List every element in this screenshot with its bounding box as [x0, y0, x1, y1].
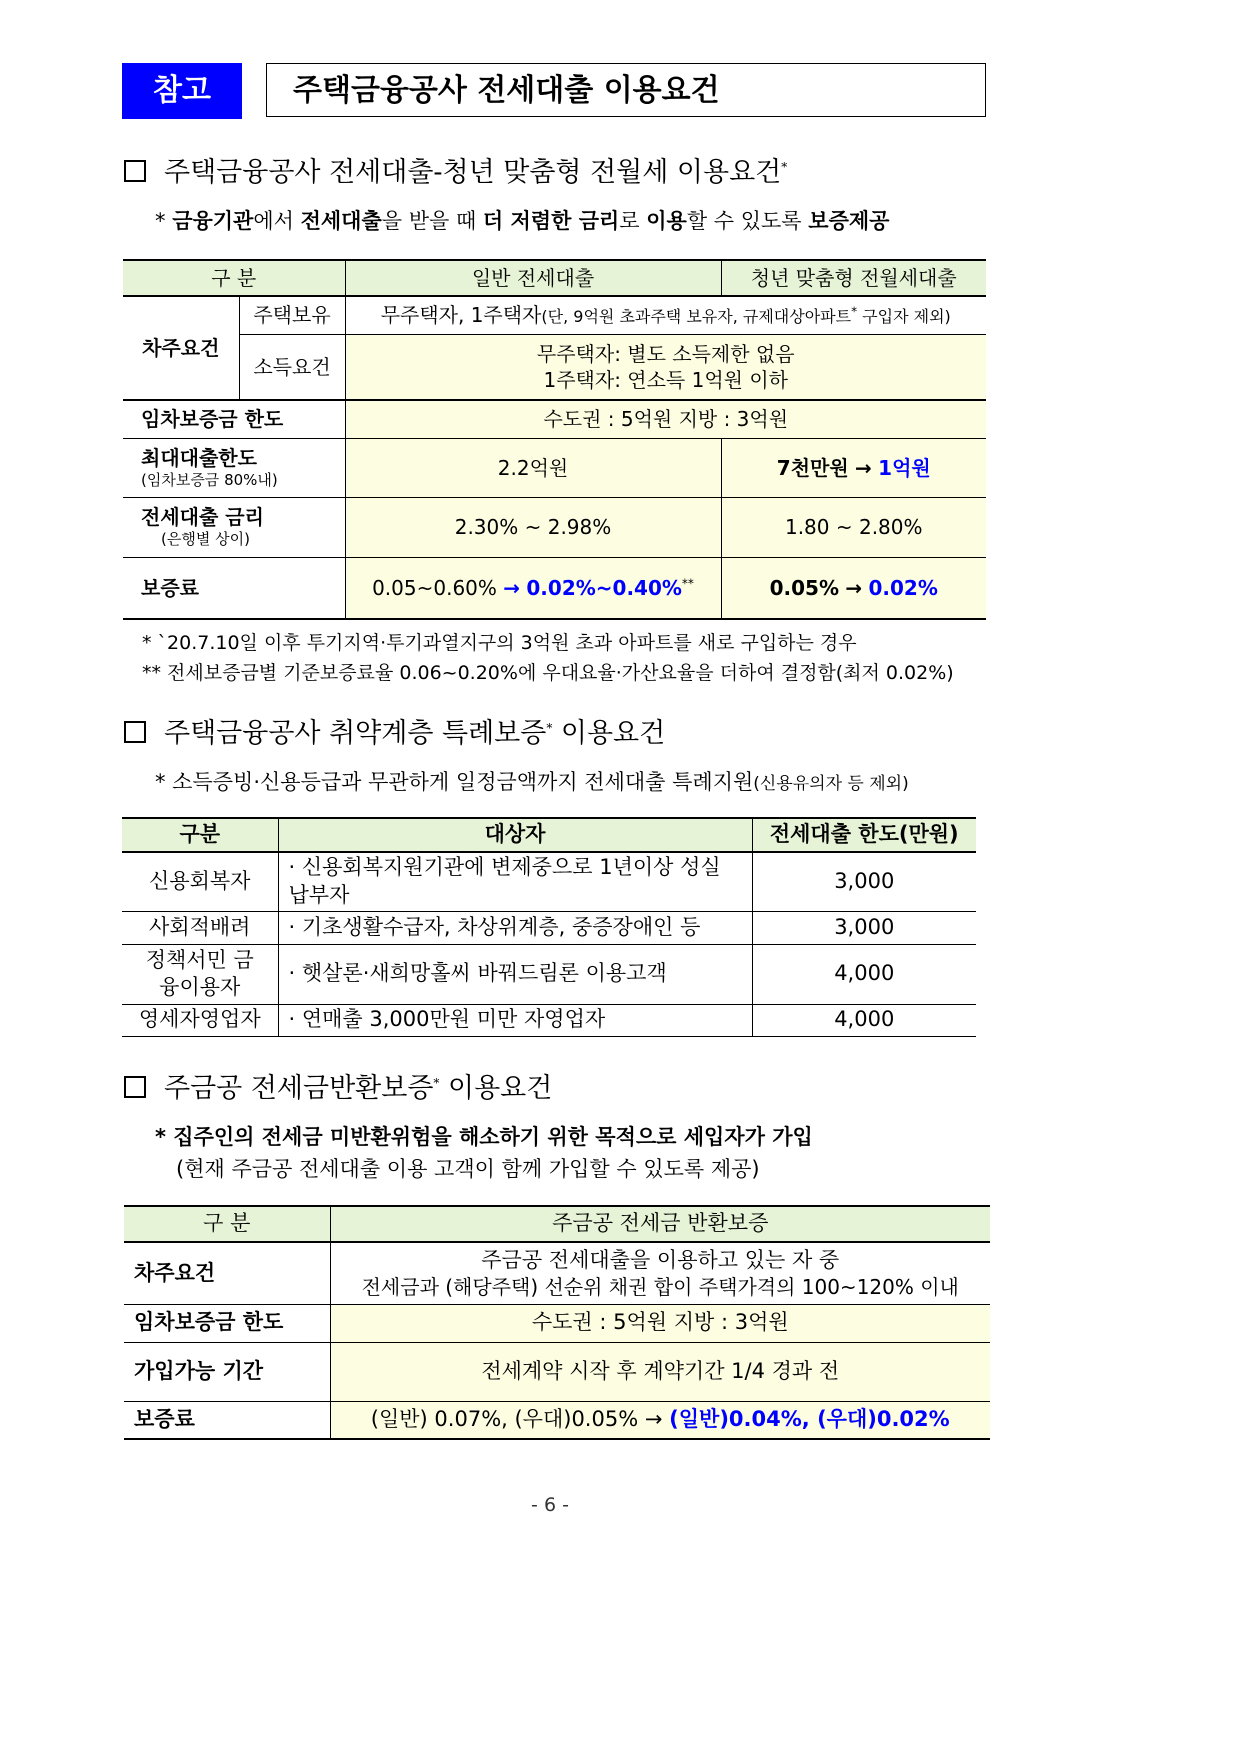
- fee-general: 0.05~0.60% → 0.02%~0.40%**: [345, 557, 721, 619]
- checkbox-icon: [124, 721, 146, 743]
- section3-heading: 주금공 전세금반환보증* 이용요건: [124, 1066, 552, 1105]
- page-title: 주택금융공사 전세대출 이용요건: [266, 63, 986, 117]
- housing-label: 주택보유: [239, 296, 345, 334]
- row-target: · 연매출 3,000만원 미만 자영업자: [278, 1004, 752, 1036]
- section1-heading: 주택금융공사 전세대출-청년 맞춤형 전월세 이용요건*: [124, 150, 787, 189]
- header-youth: 청년 맞춤형 전월세대출: [721, 260, 986, 296]
- header-category: 구분: [122, 818, 278, 852]
- borrower-value: 주금공 전세대출을 이용하고 있는 자 중 전세금과 (해당주택) 선순위 채권 합이 주택가격의 100~120% 이내: [361, 1247, 959, 1299]
- row-limit: 3,000: [834, 914, 895, 939]
- deposit-limit-value: 수도권 : 5억원 지방 : 3억원: [345, 400, 986, 438]
- rate-label: 전세대출 금리 (은행별 상이): [123, 497, 345, 557]
- header-category: 구 분: [124, 1206, 330, 1242]
- footnote-2: ** 전세보증금별 기준보증료율 0.06~0.20%에 우대요율·가산요율을 더하여 결정함(최저 0.02%): [142, 662, 954, 684]
- deposit-limit-label: 임차보증금 한도: [124, 1304, 330, 1342]
- fee-value: (일반) 0.07%, (우대)0.05% → (일반)0.04%, (우대)0.02%: [330, 1401, 990, 1439]
- deposit-return-guarantee-table: [124, 1205, 990, 1440]
- rate-youth: 1.80 ~ 2.80%: [721, 497, 986, 557]
- row-limit: 3,000: [834, 869, 895, 894]
- fee-label: 보증료: [123, 557, 345, 619]
- row-category: 정책서민 금융이용자: [122, 944, 278, 1004]
- income-value: 무주택자: 별도 소득제한 없음 1주택자: 연소득 1억원 이하: [345, 334, 986, 400]
- footnote-1: * `20.7.10일 이후 투기지역·투기과열지구의 3억원 초과 아파트를 새로 구입하는 경우: [142, 632, 857, 654]
- row-target: · 기초생활수급자, 차상위계층, 중증장애인 등: [278, 911, 752, 944]
- period-value: 전세계약 시작 후 계약기간 1/4 경과 전: [330, 1342, 990, 1401]
- section1-note: * 금융기관에서 전세대출을 받을 때 더 저렴한 금리로 이용할 수 있도록 보증제공: [155, 209, 890, 233]
- row-category: 사회적배려: [122, 911, 278, 944]
- period-label: 가입가능 기간: [124, 1342, 330, 1401]
- row-target: · 신용회복지원기관에 변제중으로 1년이상 성실납부자: [278, 852, 752, 911]
- header-guarantee: 주금공 전세금 반환보증: [330, 1206, 990, 1242]
- special-guarantee-table: [122, 817, 976, 1037]
- section3-note-line1: * 집주인의 전세금 미반환위험을 해소하기 위한 목적으로 세입자가 가입: [155, 1125, 813, 1149]
- row-category: 신용회복자: [122, 852, 278, 911]
- row-limit: 4,000: [834, 961, 895, 986]
- income-label: 소득요건: [239, 334, 345, 400]
- checkbox-icon: [124, 160, 146, 182]
- row-limit: 4,000: [834, 1007, 895, 1032]
- max-loan-youth: 7천만원 → 1억원: [721, 438, 986, 497]
- checkbox-icon: [124, 1076, 146, 1098]
- borrower-label: 차주요건: [123, 296, 239, 400]
- reference-badge: 참고: [122, 63, 242, 119]
- section2-heading: 주택금융공사 취약계층 특례보증* 이용요건: [124, 711, 665, 750]
- header-general: 일반 전세대출: [345, 260, 721, 296]
- fee-youth: 0.05% → 0.02%: [721, 557, 986, 619]
- row-target: · 햇살론·새희망홀씨 바꿔드림론 이용고객: [278, 944, 752, 1004]
- deposit-limit-value: 수도권 : 5억원 지방 : 3억원: [330, 1304, 990, 1342]
- header-target: 대상자: [278, 818, 752, 852]
- jeonse-loan-requirements-table: [123, 259, 986, 620]
- row-category: 영세자영업자: [122, 1004, 278, 1036]
- section3-note-line2: (현재 주금공 전세대출 이용 고객이 함께 가입할 수 있도록 제공): [176, 1157, 760, 1181]
- borrower-label: 차주요건: [124, 1242, 330, 1304]
- deposit-limit-label: 임차보증금 한도: [123, 400, 345, 438]
- fee-label: 보증료: [124, 1401, 330, 1439]
- rate-general: 2.30% ~ 2.98%: [345, 497, 721, 557]
- section2-note: * 소득증빙·신용등급과 무관하게 일정금액까지 전세대출 특례지원(신용유의자 등 제외): [155, 770, 909, 794]
- header-limit: 전세대출 한도(만원): [752, 818, 976, 852]
- header-category: 구 분: [123, 260, 345, 296]
- page-number: - 6 -: [531, 1494, 569, 1516]
- housing-value: 무주택자, 1주택자(단, 9억원 초과주택 보유자, 규제대상아파트* 구입자 제외): [380, 303, 951, 328]
- max-loan-general: 2.2억원: [345, 438, 721, 497]
- max-loan-label: 최대대출한도 (임차보증금 80%내): [123, 438, 345, 497]
